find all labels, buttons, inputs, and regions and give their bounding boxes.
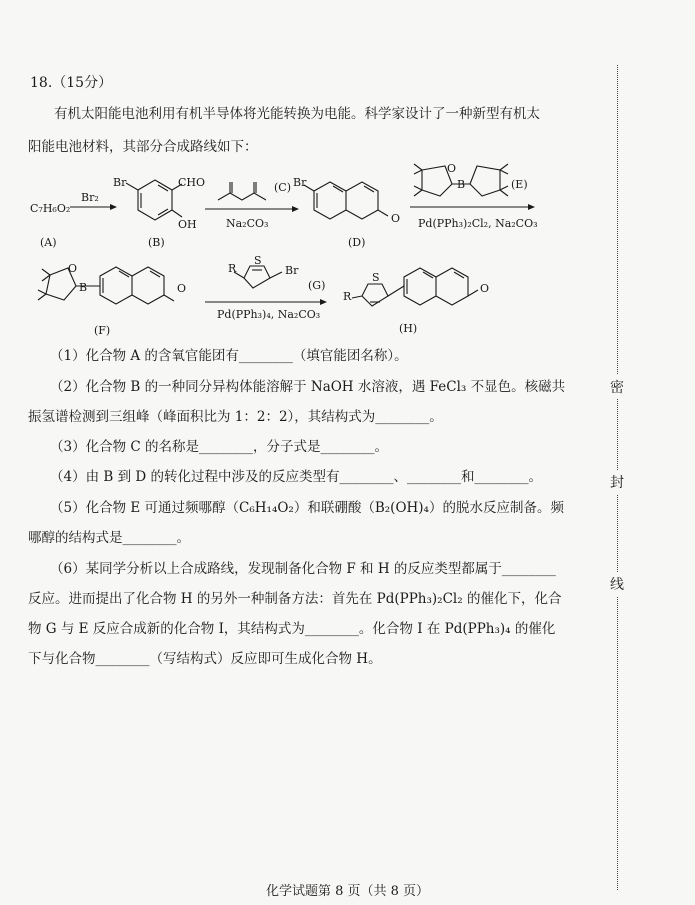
reagent-br2: Br₂ [81,191,99,204]
question-4: （4）由 B 到 D 的转化过程中涉及的反应类型有________、________和________。 [50,469,542,485]
reagent-g-conditions: Pd(PPh₃)₄, Na₂CO₃ [217,308,321,321]
compound-h-o: O [480,282,490,295]
reagent-e-label: (E) [511,178,528,191]
compound-a-formula: C₇H₆O₂ [30,202,71,215]
compound-f-b: B [79,281,88,294]
reagent-e-b: B [457,178,466,191]
reagent-g-s: S [254,254,262,267]
compound-b-cho: CHO [178,176,206,189]
reagent-na2co3: Na₂CO₃ [226,217,269,230]
question-2-line-2: 振氢谱检测到三组峰（峰面积比为 1：2：2），其结构式为________。 [28,409,443,425]
compound-d-br: Br [293,176,307,189]
compound-f-o: O [68,262,78,275]
reagent-e-o: O [447,162,457,175]
question-3: （3）化合物 C 的名称是________，分子式是________。 [50,439,389,455]
question-1: （1）化合物 A 的含氧官能团有________（填官能团名称）。 [50,348,408,364]
compound-d-label: (D) [348,236,366,249]
seal-char-mi: 密 [610,375,624,399]
reagent-e-conditions: Pd(PPh₃)₂Cl₂, Na₂CO₃ [418,217,538,230]
question-2-line-1: （2）化合物 B 的一种同分异构体能溶解于 NaOH 水溶液，遇 FeCl₃ 不显色。核磁共 [50,379,566,395]
reagent-c-label: (C) [274,181,291,194]
compound-h-s: S [372,271,380,284]
reagent-g-br: Br [285,264,299,277]
compound-f-o-carbonyl: O [177,282,187,295]
compound-b-br: Br [113,176,127,189]
question-6-line-3: 物 G 与 E 反应合成新的化合物 I，其结构式为________。化合物 I 在 Pd(PPh₃)₄ 的催化 [28,621,556,637]
seal-char-feng: 封 [610,470,624,494]
question-5-line-2: 哪醇的结构式是________。 [28,530,190,546]
compound-f-label: (F) [94,324,111,337]
question-5-line-1: （5）化合物 E 可通过频哪醇（C₆H₁₄O₂）和联硼酸（B₂(OH)₄）的脱水反应制备。频 [50,500,564,516]
question-number: 18.（15分） [30,75,113,91]
intro-line-1: 有机太阳能电池利用有机半导体将光能转换为电能。科学家设计了一种新型有机太 [54,106,540,122]
synthesis-scheme [0,160,600,345]
question-6-line-2: 反应。进而提出了化合物 H 的另外一种制备方法：首先在 Pd(PPh₃)₂Cl₂ 的催化下，化合 [28,591,562,607]
question-6-line-1: （6）某同学分析以上合成路线，发现制备化合物 F 和 H 的反应类型都属于________ [50,561,556,577]
compound-h-r: R [343,290,352,303]
compound-b-oh: OH [178,218,197,231]
reagent-g-label: (G) [308,279,326,292]
compound-b-label: (B) [148,236,165,249]
compound-h-label: (H) [399,322,418,335]
page-footer: 化学试题第 8 页（共 8 页） [265,884,430,899]
reagent-g-r: R [228,262,237,275]
compound-a-label: (A) [40,236,57,249]
seal-char-xian: 线 [610,572,624,596]
question-6-line-4: 下与化合物________（写结构式）反应即可生成化合物 H。 [28,651,382,667]
intro-line-2: 阳能电池材料，其部分合成路线如下： [28,139,258,155]
compound-d-o: O [391,212,401,225]
